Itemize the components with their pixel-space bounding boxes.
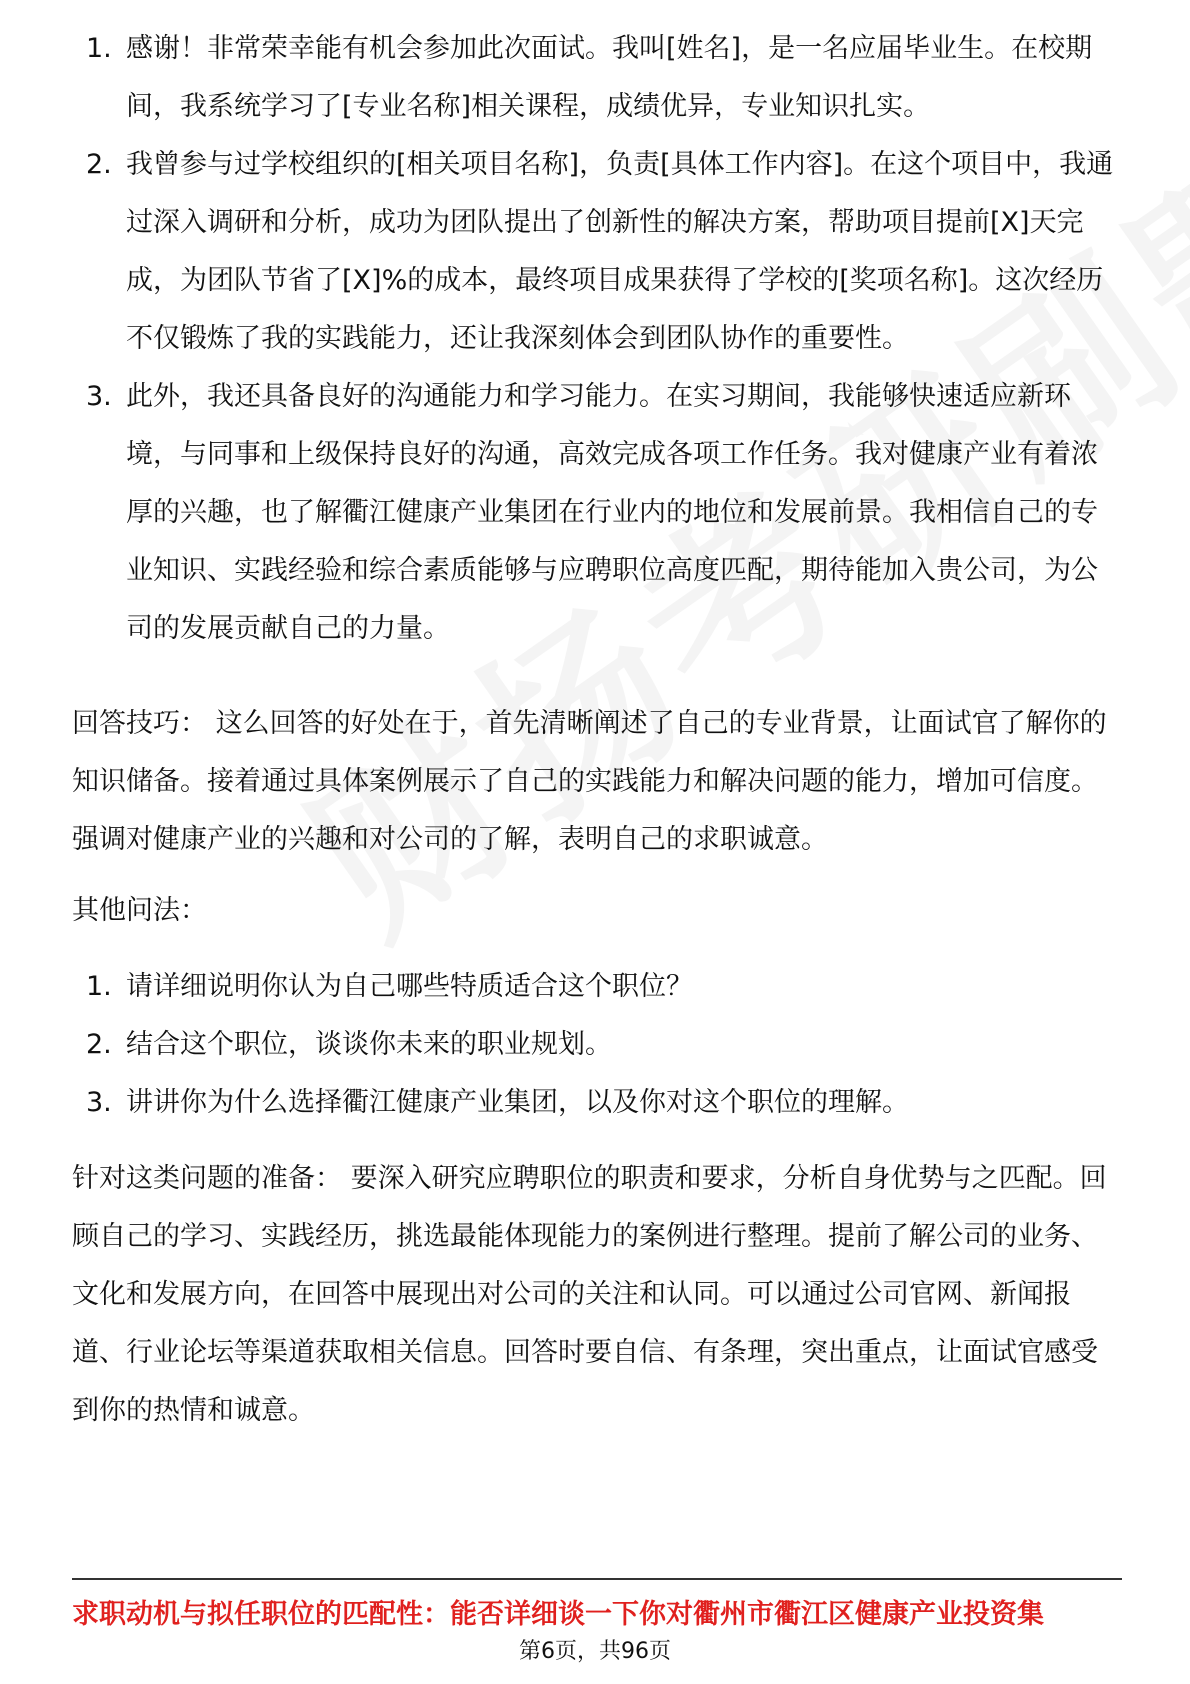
list-item [78,1016,1118,1074]
preparation-advice: 针对这类问题的准备： 要深入研究应聘职位的职责和要求，分析自身优势与之匹配。回顾自己的学习、实践经历，挑选最能体现能力的案例进行整理。提前了解公司的业务、文化和发展方向，在回答中展现出对公司的关注和认同。可以通过公司官网、新闻报道、行业论坛等渠道获取相关信息。回答时要自信、有条理，突出重点，让面试官感受到你的热情和诚意。 [72,1163,1107,1426]
divider [72,1578,1122,1580]
next-question-heading: 求职动机与拟任职位的匹配性：能否详细谈一下你对衢州市衢江区健康产业投资集 [72,1599,1044,1630]
list-number: 1. [86,33,112,64]
list-number: 3. [86,1087,112,1118]
list-number: 2. [86,149,112,180]
answer-list [78,20,1118,658]
page-number: 第6页，共96页 [519,1639,671,1664]
list-item-text: 感谢！非常荣幸能有机会参加此次面试。我叫[姓名]，是一名应届毕业生。在校期间，我系统学习了[专业名称]相关课程，成绩优异，专业知识扎实。 [126,33,1093,122]
list-item [78,20,1118,136]
list-item-text: 讲讲你为什么选择衢江健康产业集团，以及你对这个职位的理解。 [126,1087,909,1118]
list-item-text: 请详细说明你认为自己哪些特质适合这个职位？ [126,971,693,1002]
other-questions-list [78,958,1118,1132]
other-questions-heading: 其他问法： [72,895,207,926]
list-item [78,368,1118,658]
list-item [78,1074,1118,1132]
list-item [78,958,1118,1016]
list-number: 1. [86,971,112,1002]
answer-tips: 回答技巧： 这么回答的好处在于，首先清晰阐述了自己的专业背景，让面试官了解你的知识储备。接着通过具体案例展示了自己的实践能力和解决问题的能力，增加可信度。强调对健康产业的兴趣和对公司的了解，表明自己的求职诚意。 [72,708,1107,855]
list-number: 2. [86,1029,112,1060]
list-item-text: 此外，我还具备良好的沟通能力和学习能力。在实习期间，我能够快速适应新环境，与同事和上级保持良好的沟通，高效完成各项工作任务。我对健康产业有着浓厚的兴趣，也了解衢江健康产业集团在行业内的地位和发展前景。我相信自己的专业知识、实践经验和综合素质能够与应聘职位高度匹配，期待能加入贵公司，为公司的发展贡献自己的力量。 [126,381,1098,644]
list-item-text: 我曾参与过学校组织的[相关项目名称]，负责[具体工作内容]。在这个项目中，我通过深入调研和分析，成功为团队提出了创新性的解决方案，帮助项目提前[X]天完成，为团队节省了[X]%的成本，最终项目成果获得了学校的[奖项名称]。这次经历不仅锻炼了我的实践能力，还让我深刻体会到团队协作的重要性。 [126,149,1114,354]
list-number: 3. [86,381,112,412]
list-item-text: 结合这个职位，谈谈你未来的职业规划。 [126,1029,612,1060]
list-item [78,136,1118,368]
